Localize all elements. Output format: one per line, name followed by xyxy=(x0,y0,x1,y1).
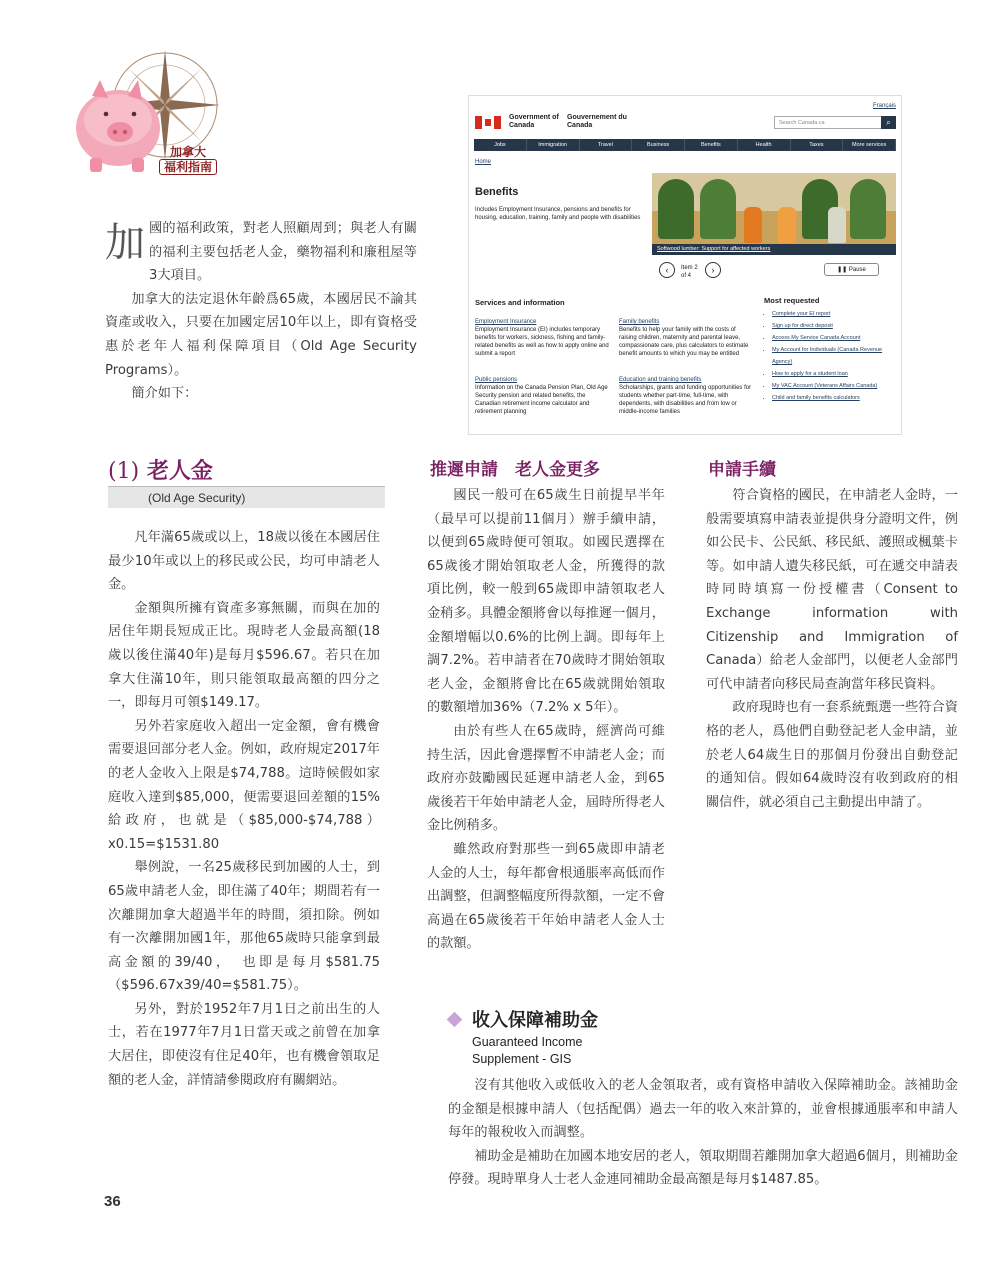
service-desc: Scholarships, grants and funding opportunities for students whether part-time, full-time, with dependents, with disabilities and from low or middle-income families xyxy=(619,385,752,415)
section-1-heading: 老人金 xyxy=(146,458,213,484)
logo-caption xyxy=(148,145,228,175)
most-requested-item: • Child and family benefits calculators xyxy=(772,392,902,404)
section-3-paragraph: 政府現時也有一套系統甄選一些符合資格的老人，爲他們自動登記老人金申請，並於老人64歲生日的那個月份發出自動登記的通知信。假如64歲時沒有收到政府的相關信件，就必須自己主動提出申請了。 xyxy=(706,700,958,810)
drop-cap: 加 xyxy=(105,220,145,266)
nav-item: More services xyxy=(843,139,896,151)
next-icon: › xyxy=(705,262,721,278)
main-nav xyxy=(474,139,896,151)
nav-item: Travel xyxy=(580,139,633,151)
section-2-paragraph: 國民一般可在65歲生日前提早半年（最早可以提前11個月）辦手續申請，以便到65歲時便可領取。如國民選擇在65歲後才開始領取老人金，所獲得的款項比例，較一般到65歲即申請領取老人金稍多。具體金額將會以每推遲一個月，金額增幅以0.6%的比例上調。即每年上調7.2%。若申請者在70歲時才開始領取老人金，金額將會比在65歲就開始領取的數額增加36%（7.2% x 5年）。 xyxy=(427,488,665,716)
previous-icon: ‹ xyxy=(659,262,675,278)
gis-english-title xyxy=(472,1034,583,1068)
gis-title: 收入保障補助金 xyxy=(472,1010,598,1031)
benefits-website-screenshot xyxy=(468,95,902,435)
gis-body xyxy=(448,1074,958,1192)
pause-button xyxy=(824,263,879,276)
breadcrumb: Home xyxy=(475,159,492,165)
banner-caption: Softwood lumber: Support for affected workers xyxy=(652,244,896,255)
section-1-title xyxy=(108,454,213,485)
gis-english-line: Guaranteed Income xyxy=(472,1035,583,1049)
gis-english-line: Supplement - GIS xyxy=(472,1052,572,1066)
nav-item: Health xyxy=(738,139,791,151)
most-requested-item: • How to apply for a student loan xyxy=(772,368,902,380)
nav-item: Business xyxy=(632,139,685,151)
section-2-paragraph: 由於有些人在65歲時，經濟尚可維持生活，因此會選擇暫不申請老人金；而政府亦鼓勵國民延遲申請老人金，到65歲後若干年始申請老人金，屆時所得老人金比例稍多。 xyxy=(427,723,665,834)
section-1-paragraph: 金額與所擁有資產多寡無關，而與在加的居住年期長短成正比。現時老人金最高額(18歲以後住滿40年)是每月$596.67。若只在加拿大住滿10年，則只能領取最高額的四分之一，即每月可領$149.17。 xyxy=(108,600,380,711)
section-1-body xyxy=(108,526,380,1092)
carousel-item-count: Item 2 of 4 xyxy=(681,265,698,279)
page-description: Includes Employment Insurance, pensions and benefits for housing, education, training, family and people with disabilities xyxy=(475,207,641,221)
intro-paragraph-2: 加拿大的法定退休年齡爲65歲，本國居民不論其資產或收入，只要在加國定居10年以上，即有資格受惠於老年人福利保障項目（Old Age Security Programs）。 xyxy=(105,291,417,378)
section-2-body xyxy=(427,484,665,956)
section-1-paragraph: 凡年滿65歲或以上，18歲以後在本國居住最少10年或以上的移民或公民，均可申請老人金。 xyxy=(108,530,380,593)
gov-name-fr: Gouvernement du Canada xyxy=(567,114,627,129)
service-desc: Benefits to help your family with the costs of raising children, maternity and parental leave, compassionate care, plus calculators to estimate benefit amounts to which you may be entitled xyxy=(619,327,749,357)
logo-title-line1: 加拿大 xyxy=(169,145,206,159)
carousel-banner xyxy=(652,173,896,255)
service-card xyxy=(475,318,610,358)
most-requested-heading: Most requested xyxy=(764,296,820,305)
service-card xyxy=(619,318,754,358)
search-input: Search Canada.ca xyxy=(774,116,884,129)
gis-paragraph: 補助金是補助在加國本地安居的老人，領取期間若離開加拿大超過6個月，則補助金停發。現時單身人士老人金連同補助金最高額是每月$1487.85。 xyxy=(448,1148,958,1188)
intro-paragraph-1: 國的福利政策，對老人照顧周到；與老人有關的福利主要包括老人金，藥物福利和廉租屋等3大項目。 xyxy=(149,221,417,284)
service-title: Employment Insurance xyxy=(475,319,537,325)
most-requested-item: • Access My Service Canada Account xyxy=(772,332,902,344)
section-1-paragraph: 另外，對於1952年7月1日之前出生的人士，若在1977年7月1日當天或之前曾在加拿大居住，即使沒有住足40年，也有機會領取足額的老人金，詳情請參閱政府有關網站。 xyxy=(108,1001,380,1088)
section-3-title: 申請手續 xyxy=(708,460,776,480)
page-title: Benefits xyxy=(475,186,519,198)
service-desc: Information on the Canada Pension Plan, Old Age Security pension and related benefits, the Canadian retirement income calculator and retirement planning xyxy=(475,385,608,415)
intro-paragraph-3: 簡介如下： xyxy=(131,386,198,402)
services-heading: Services and information xyxy=(475,298,565,307)
service-title: Family benefits xyxy=(619,319,660,325)
logo-title-line2: 福利指南 xyxy=(159,159,217,175)
most-requested-item: • My Account for Individuals (Canada Revenue Agency) xyxy=(772,344,902,368)
section-1-paragraph: 另外若家庭收入超出一定金額，會有機會需要退回部分老人金。例如，政府規定2017年的老人金收入上限是$74,788。這時候假如家庭收入達到$85,000，便需要退回差額的15%給政府，也就是（$85,000-$74,788）x0.15=$1531.80 xyxy=(108,718,380,852)
diamond-bullet-icon xyxy=(447,1012,463,1028)
most-requested-list xyxy=(764,308,902,404)
canada-flag-icon xyxy=(475,116,501,129)
pause-label: Pause xyxy=(848,267,866,273)
most-requested-item: • My VAC Account (Veterans Affairs Canada) xyxy=(772,380,902,392)
nav-item: Benefits xyxy=(685,139,738,151)
intro-text xyxy=(105,217,417,406)
gov-name-en: Government of Canada xyxy=(509,114,559,129)
most-requested-item: • Sign up for direct deposit xyxy=(772,320,902,332)
search-icon: ⌕ xyxy=(881,116,896,129)
section-3-paragraph: 符合資格的國民，在申請老人金時，一般需要填寫申請表並提供身分證明文件，例如公民卡、公民紙、移民紙、護照或楓葉卡等。如申請人遺失移民紙，可在遞交申請表時同時填寫一份授權書（Consent to Exchange information with Citizenship and Immigration of Canada）給老人金部門，以便老人金部門可代申請者向移民局查詢當年移民資料。 xyxy=(706,488,958,692)
section-2-paragraph: 雖然政府對那些一到65歲即申請老人金的人士，每年都會根通脹率高低而作出調整，但調整幅度所得款額，一定不會高過在65歲後若干年始申請老人金人士的款額。 xyxy=(427,841,665,952)
section-1-paragraph: 舉例說，一名25歲移民到加國的人士，到65歲申請老人金，即住滿了40年；期間若有一次離開加拿大超過半年的時間，須扣除。例如有一次離開加國1年，那他65歲時只能拿到最高金額的39/40， 也即是每月$581.75（$596.67x39/40=$581.75）。 xyxy=(108,860,380,994)
service-title: Public pensions xyxy=(475,377,518,383)
section-3-body xyxy=(706,484,958,814)
gis-paragraph: 沒有其他收入或低收入的老人金領取者，或有資格申請收入保障補助金。該補助金的金額是根據申請人（包括配偶）過去一年的收入來計算的，並會根據通脹率和申請人每年的報稅收入而調整。 xyxy=(448,1078,958,1141)
nav-item: Jobs xyxy=(474,139,527,151)
nav-item: Immigration xyxy=(527,139,580,151)
service-card xyxy=(619,376,754,416)
page-number: 36 xyxy=(104,1193,121,1210)
section-1-subtitle: (Old Age Security) xyxy=(108,486,385,508)
nav-item: Taxes xyxy=(791,139,844,151)
service-desc: Employment Insurance (EI) includes temporary benefits for workers, sickness, fishing and family-related benefits as well as how to apply online and submit a report xyxy=(475,327,609,357)
section-2-title: 推遲申請 老人金更多 xyxy=(430,460,600,480)
francais-link: Français xyxy=(873,103,897,109)
section-1-number: (1) xyxy=(108,459,140,484)
service-title: Education and training benefits xyxy=(619,377,702,383)
pause-icon: ❚❚ xyxy=(837,267,849,273)
most-requested-item: • Complete your EI report xyxy=(772,308,902,320)
service-card xyxy=(475,376,610,416)
